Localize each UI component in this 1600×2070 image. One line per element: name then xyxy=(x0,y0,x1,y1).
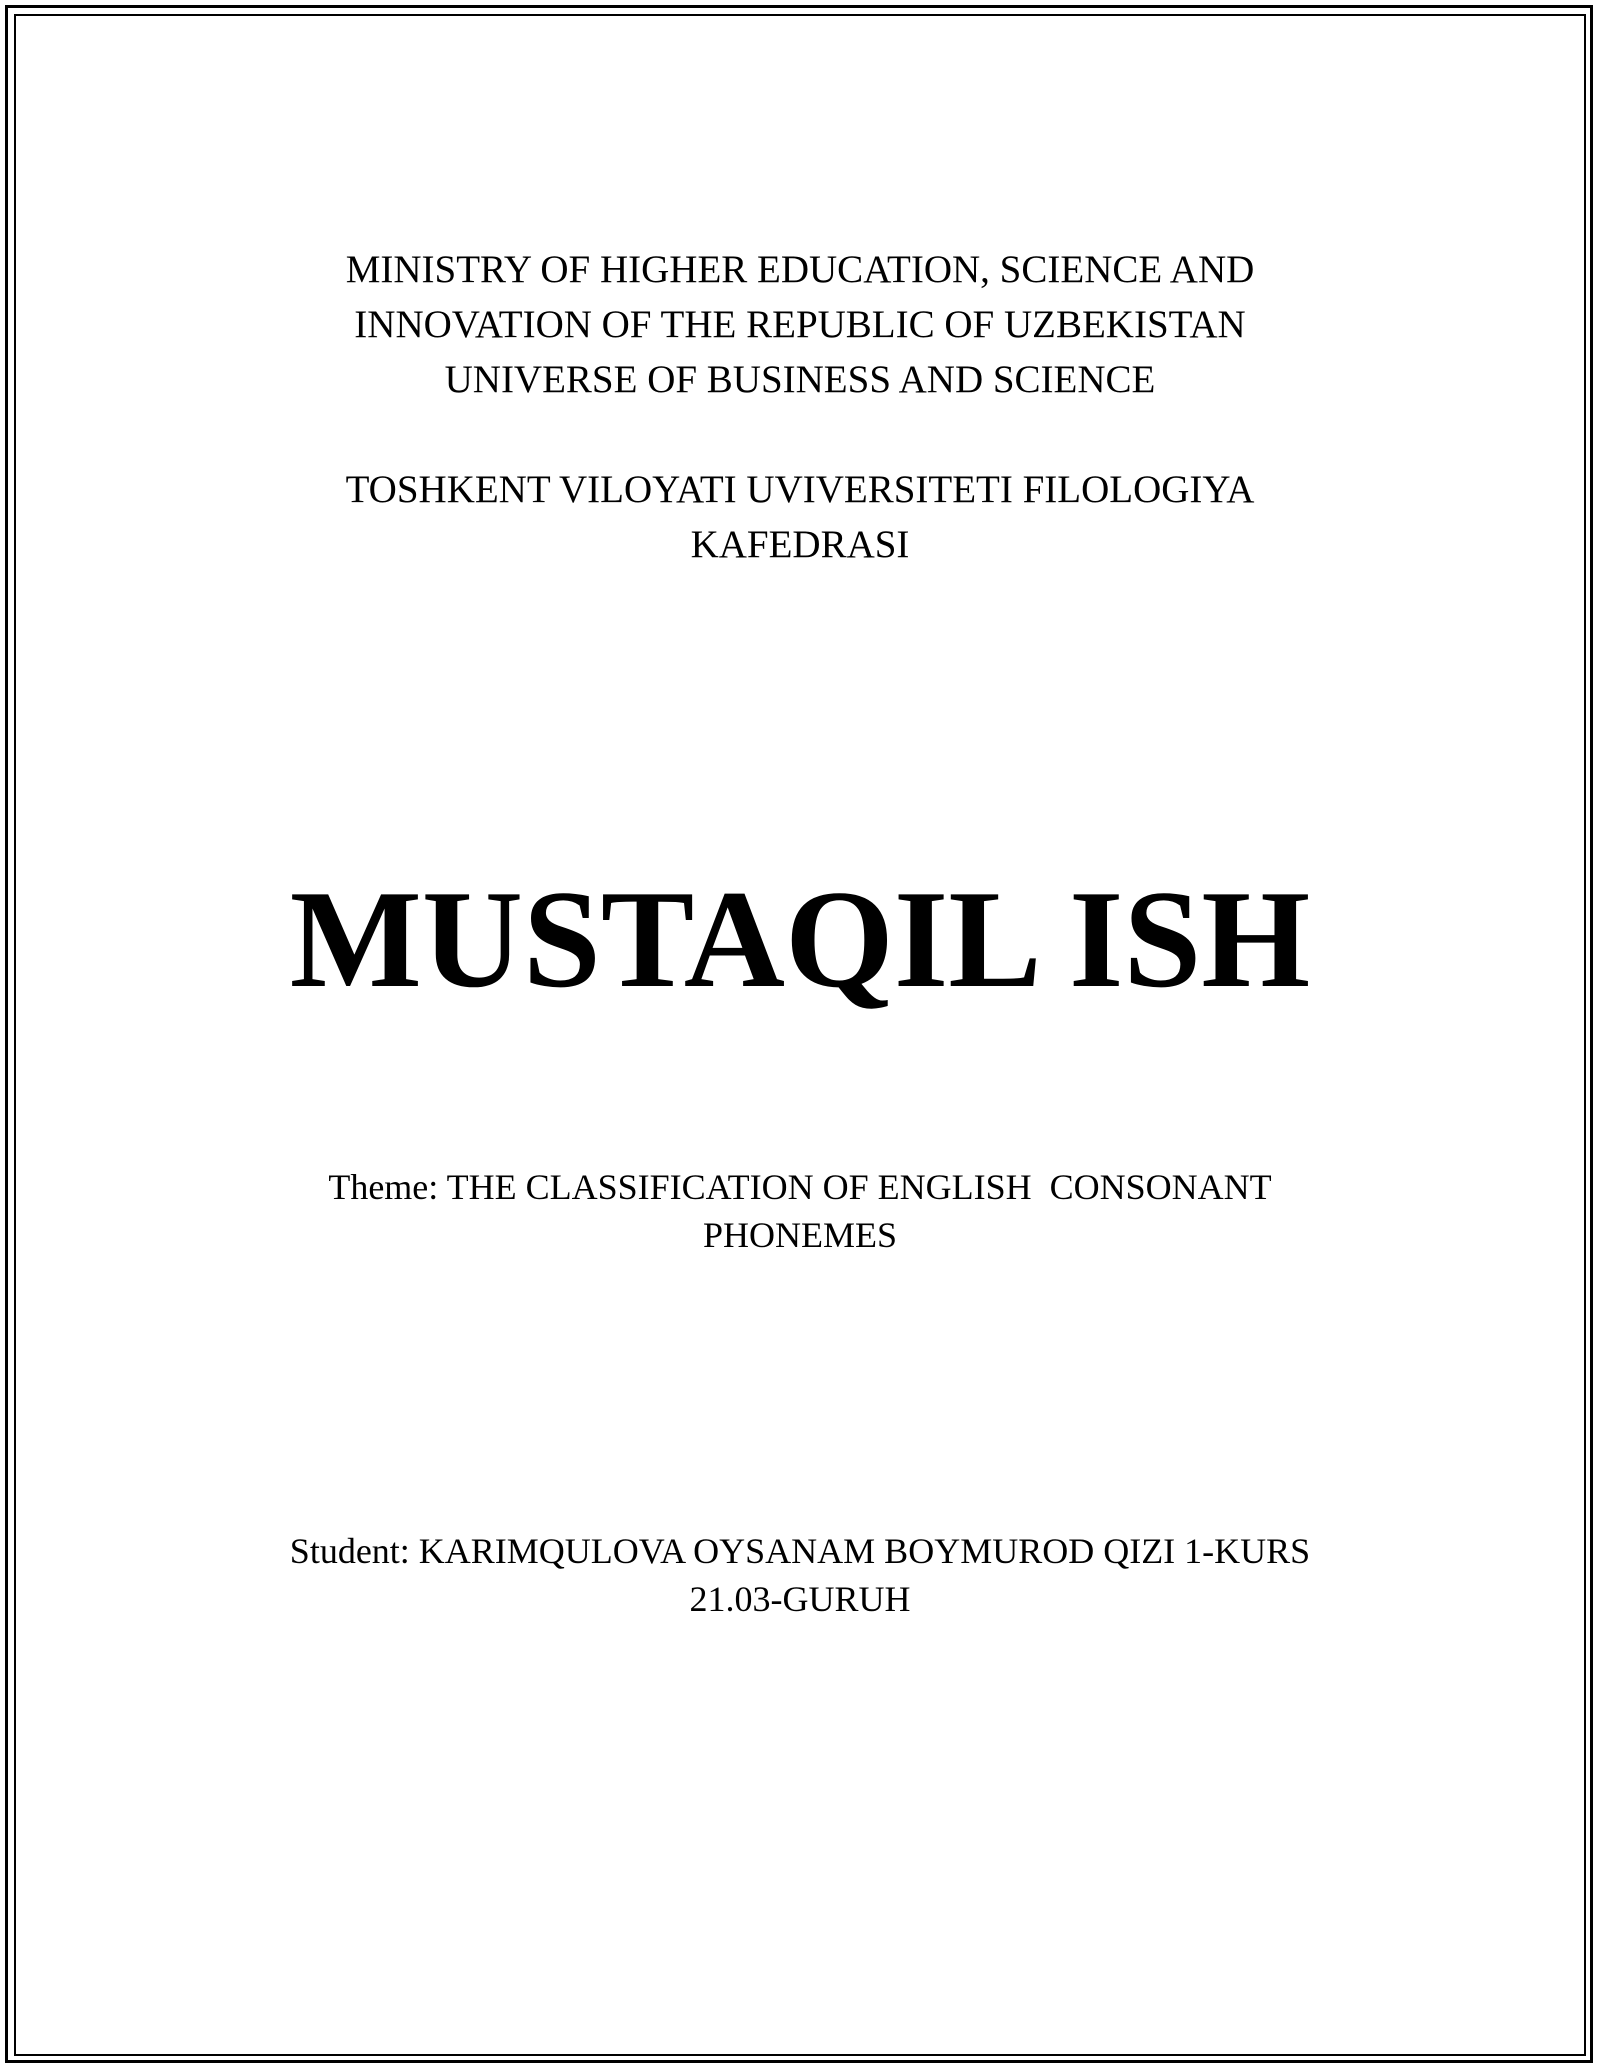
theme-section xyxy=(0,1163,1600,1259)
theme-line-1: Theme: THE CLASSIFICATION OF ENGLISH CONSONANT xyxy=(328,1167,1272,1207)
theme-line-2: PHONEMES xyxy=(702,1215,898,1255)
student-line-2: 21.03-GURUH xyxy=(689,1579,911,1619)
department-line-1: TOSHKENT VILOYATI UVIVERSITETI FILOLOGIYA xyxy=(345,468,1255,511)
department-header xyxy=(0,462,1600,572)
ministry-line-2: INNOVATION OF THE REPUBLIC OF UZBEKISTAN xyxy=(354,303,1246,346)
university-name: UNIVERSE OF BUSINESS AND SCIENCE xyxy=(444,358,1156,401)
document-title xyxy=(0,860,1600,1020)
ministry-line-1: MINISTRY OF HIGHER EDUCATION, SCIENCE AND xyxy=(345,248,1255,291)
department-line-2: KAFEDRASI xyxy=(690,523,910,566)
student-line-1: Student: KARIMQULOVA OYSANAM BOYMUROD QIZI 1-KURS xyxy=(289,1531,1311,1571)
title-text: MUSTAQIL ISH xyxy=(289,862,1311,1017)
ministry-header xyxy=(0,242,1600,407)
student-section xyxy=(0,1527,1600,1623)
